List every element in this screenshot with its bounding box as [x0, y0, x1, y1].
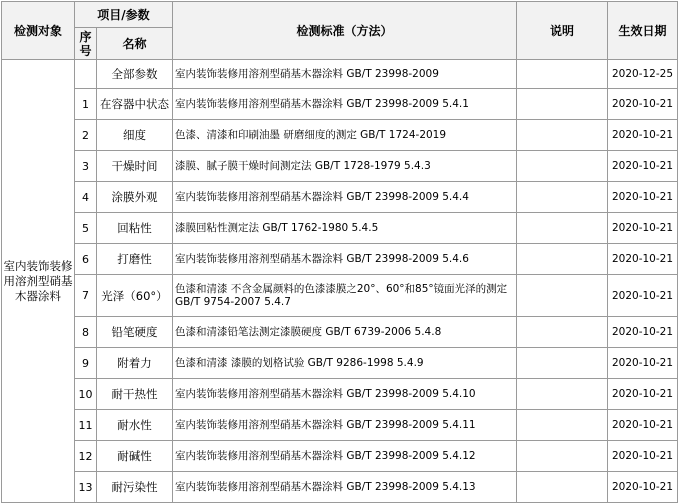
row-date: 2020-10-21	[608, 348, 678, 379]
row-standard: 室内装饰装修用溶剂型硝基木器涂料 GB/T 23998-2009 5.4.13	[173, 472, 517, 503]
row-standard: 室内装饰装修用溶剂型硝基木器涂料 GB/T 23998-2009 5.4.1	[173, 89, 517, 120]
row-note	[517, 120, 608, 151]
header-object: 检测对象	[2, 2, 75, 60]
row-standard: 色漆和清漆 不含金属颜料的色漆漆膜之20°、60°和85°镜面光泽的测定 GB/T 9754-2007 5.4.7	[173, 275, 517, 317]
row-no: 13	[75, 472, 97, 503]
row-note	[517, 182, 608, 213]
row-name: 耐污染性	[97, 472, 173, 503]
row-date: 2020-10-21	[608, 379, 678, 410]
row-no: 9	[75, 348, 97, 379]
row-date: 2020-10-21	[608, 89, 678, 120]
row-name: 附着力	[97, 348, 173, 379]
row-note	[517, 275, 608, 317]
table-row	[2, 441, 678, 472]
row-no: 2	[75, 120, 97, 151]
row-note	[517, 60, 608, 89]
table-row	[2, 60, 678, 89]
header-name: 名称	[97, 28, 173, 60]
row-name: 耐干热性	[97, 379, 173, 410]
row-standard: 室内装饰装修用溶剂型硝基木器涂料 GB/T 23998-2009 5.4.10	[173, 379, 517, 410]
table-row	[2, 348, 678, 379]
row-standard: 色漆和清漆铅笔法测定漆膜硬度 GB/T 6739-2006 5.4.8	[173, 317, 517, 348]
row-date: 2020-10-21	[608, 317, 678, 348]
row-name: 耐水性	[97, 410, 173, 441]
row-no: 3	[75, 151, 97, 182]
row-standard: 色漆和清漆 漆膜的划格试验 GB/T 9286-1998 5.4.9	[173, 348, 517, 379]
row-date: 2020-12-25	[608, 60, 678, 89]
row-name: 回粘性	[97, 213, 173, 244]
table-row	[2, 213, 678, 244]
row-note	[517, 213, 608, 244]
table-row	[2, 379, 678, 410]
row-date: 2020-10-21	[608, 410, 678, 441]
row-no: 11	[75, 410, 97, 441]
row-standard: 漆膜回粘性测定法 GB/T 1762-1980 5.4.5	[173, 213, 517, 244]
row-no: 5	[75, 213, 97, 244]
row-date: 2020-10-21	[608, 151, 678, 182]
table-row	[2, 410, 678, 441]
row-date: 2020-10-21	[608, 120, 678, 151]
row-date: 2020-10-21	[608, 213, 678, 244]
row-date: 2020-10-21	[608, 441, 678, 472]
standards-table	[1, 1, 678, 503]
row-name: 耐碱性	[97, 441, 173, 472]
header-note: 说明	[517, 2, 608, 60]
row-standard: 室内装饰装修用溶剂型硝基木器涂料 GB/T 23998-2009 5.4.6	[173, 244, 517, 275]
row-standard: 室内装饰装修用溶剂型硝基木器涂料 GB/T 23998-2009 5.4.11	[173, 410, 517, 441]
row-standard: 室内装饰装修用溶剂型硝基木器涂料 GB/T 23998-2009 5.4.12	[173, 441, 517, 472]
row-name: 涂膜外观	[97, 182, 173, 213]
table-row	[2, 182, 678, 213]
row-date: 2020-10-21	[608, 182, 678, 213]
row-no	[75, 60, 97, 89]
row-name: 打磨性	[97, 244, 173, 275]
table-row	[2, 151, 678, 182]
row-date: 2020-10-21	[608, 244, 678, 275]
table-row	[2, 120, 678, 151]
row-no: 6	[75, 244, 97, 275]
row-no: 8	[75, 317, 97, 348]
row-note	[517, 151, 608, 182]
row-no: 4	[75, 182, 97, 213]
row-no: 10	[75, 379, 97, 410]
header-group: 项目/参数	[75, 2, 173, 28]
object-cell	[2, 60, 75, 503]
row-name: 在容器中状态	[97, 89, 173, 120]
table-row	[2, 244, 678, 275]
table-row	[2, 472, 678, 503]
header-seq: 序号	[75, 28, 97, 60]
row-no: 1	[75, 89, 97, 120]
object-label: 室内装饰装修用溶剂型硝基木器涂料	[3, 258, 73, 303]
row-no: 7	[75, 275, 97, 317]
row-note	[517, 317, 608, 348]
row-note	[517, 441, 608, 472]
table-row	[2, 89, 678, 120]
row-note	[517, 244, 608, 275]
row-name: 细度	[97, 120, 173, 151]
header-date: 生效日期	[608, 2, 678, 60]
row-standard: 漆膜、腻子膜干燥时间测定法 GB/T 1728-1979 5.4.3	[173, 151, 517, 182]
row-note	[517, 348, 608, 379]
row-name: 光泽（60°）	[97, 275, 173, 317]
row-standard: 色漆、清漆和印刷油墨 研磨细度的测定 GB/T 1724-2019	[173, 120, 517, 151]
row-date: 2020-10-21	[608, 472, 678, 503]
row-note	[517, 410, 608, 441]
row-name: 铅笔硬度	[97, 317, 173, 348]
header-standard: 检测标准（方法）	[173, 2, 517, 60]
table-row	[2, 317, 678, 348]
row-name: 干燥时间	[97, 151, 173, 182]
row-note	[517, 89, 608, 120]
table-row	[2, 275, 678, 317]
row-note	[517, 379, 608, 410]
row-standard: 室内装饰装修用溶剂型硝基木器涂料 GB/T 23998-2009	[173, 60, 517, 89]
row-no: 12	[75, 441, 97, 472]
row-date: 2020-10-21	[608, 275, 678, 317]
row-name: 全部参数	[97, 60, 173, 89]
row-note	[517, 472, 608, 503]
row-standard: 室内装饰装修用溶剂型硝基木器涂料 GB/T 23998-2009 5.4.4	[173, 182, 517, 213]
